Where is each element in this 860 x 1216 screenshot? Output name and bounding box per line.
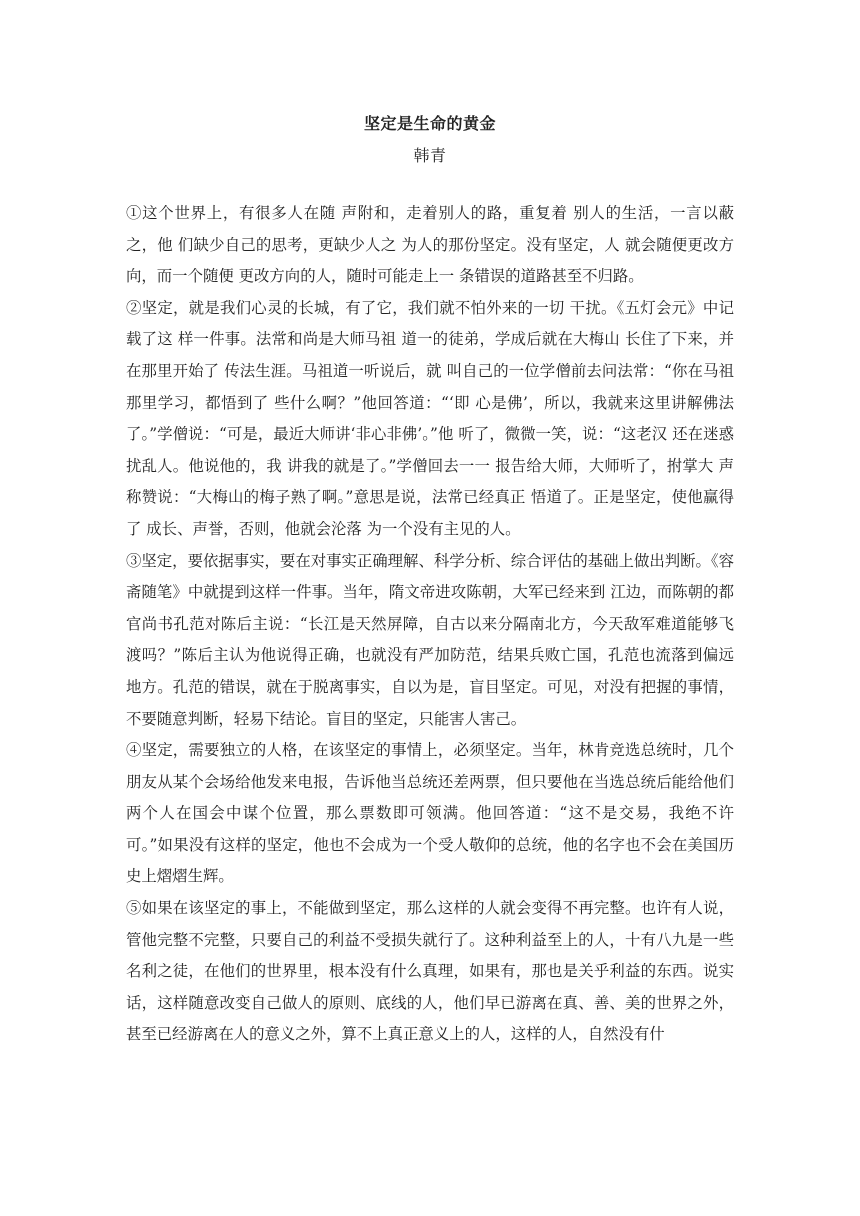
paragraph-5: ⑤如果在该坚定的事上，不能做到坚定，那么这样的人就会变得不再完整。也许有人说，管他完整不完整，只要自己的利益不受损失就行了。这种利益至上的人，十有八九是一些名利之徒，在他们的世界里，根本没有什么真理，如果有，那也是关乎利益的东西。说实话，这样随意改变自己做人的原则、底线的人，他们早已游离在真、善、美的世界之外，甚至已经游离在人的意义之外，算不上真正意义上的人，这样的人，自然没有什 — [126, 899, 734, 1044]
paragraph-1: ①这个世界上，有很多人在随 声附和，走着别人的路，重复着 别人的生活，一言以蔽之，他 们缺少自己的思考，更缺少人之 为人的那份坚定。没有坚定，人 就会随便更改方向，而一个随便 更改方向的人，随时可能走上一 条错误的道路甚至不归路。 — [126, 204, 734, 286]
paragraph-4: ④坚定，需要独立的人格，在该坚定的事情上，必须坚定。当年，林肯竞选总统时，几个朋友从某个会场给他发来电报，告诉他当总统还差两票，但只要他在当选总统后能给他们两个人在国会中谋个位置，那么票数即可领满。他回答道：“这不是交易，我绝不许可。”如果没有这样的坚定，他也不会成为一个受人敬仰的总统，他的名字也不会在美国历史上熠熠生辉。 — [126, 741, 734, 886]
article-title: 坚定是生命的黄金 — [363, 114, 496, 133]
article-author: 韩青 — [413, 146, 447, 165]
paragraph-3: ③坚定，要依据事实，要在对事实正确理解、科学分析、综合评估的基础上做出判断。《容斋随笔》中就提到这样一件事。当年，隋文帝进攻陈朝，大军已经来到 江边，而陈朝的都官尚书孔范对陈后主说：“长江是天然屏障，自古以来分隔南北方，今天敌军难道能够飞渡吗？”陈后主认为他说得正确，也就没有严加防范，结果兵败亡国，孔范也流落到偏远地方。孔范的错误，就在于脱离事实，自以为是，盲目坚定。可见，对没有把握的事情，不要随意判断，轻易下结论。盲目的坚定，只能害人害己。 — [126, 551, 734, 728]
paragraph-2: ②坚定，就是我们心灵的长城，有了它，我们就不怕外来的一切 干扰。《五灯会元》中记载了这 样一件事。法常和尚是大师马祖 道一的徒弟，学成后就在大梅山 长住了下来，并在那里开始了 传法生涯。马祖道一听说后，就 叫自己的一位学僧前去问法常：“你在马祖那里学习，都悟到了 些什么啊？”他回答道：“‘即 心是佛’，所以，我就来这里讲解佛法了。”学僧说：“可是，最近大师讲‘非心非佛’。”他 听了，微微一笑，说：“这老汉 还在迷惑扰乱人。他说他的，我 讲我的就是了。”学僧回去一一 报告给大师，大师听了，拊掌大 声称赞说：“大梅山的梅子熟了啊。”意思是说，法常已经真正 悟道了。正是坚定，使他赢得了 成长、声誉，否则，他就会沦落 为一个没有主见的人。 — [126, 298, 734, 538]
